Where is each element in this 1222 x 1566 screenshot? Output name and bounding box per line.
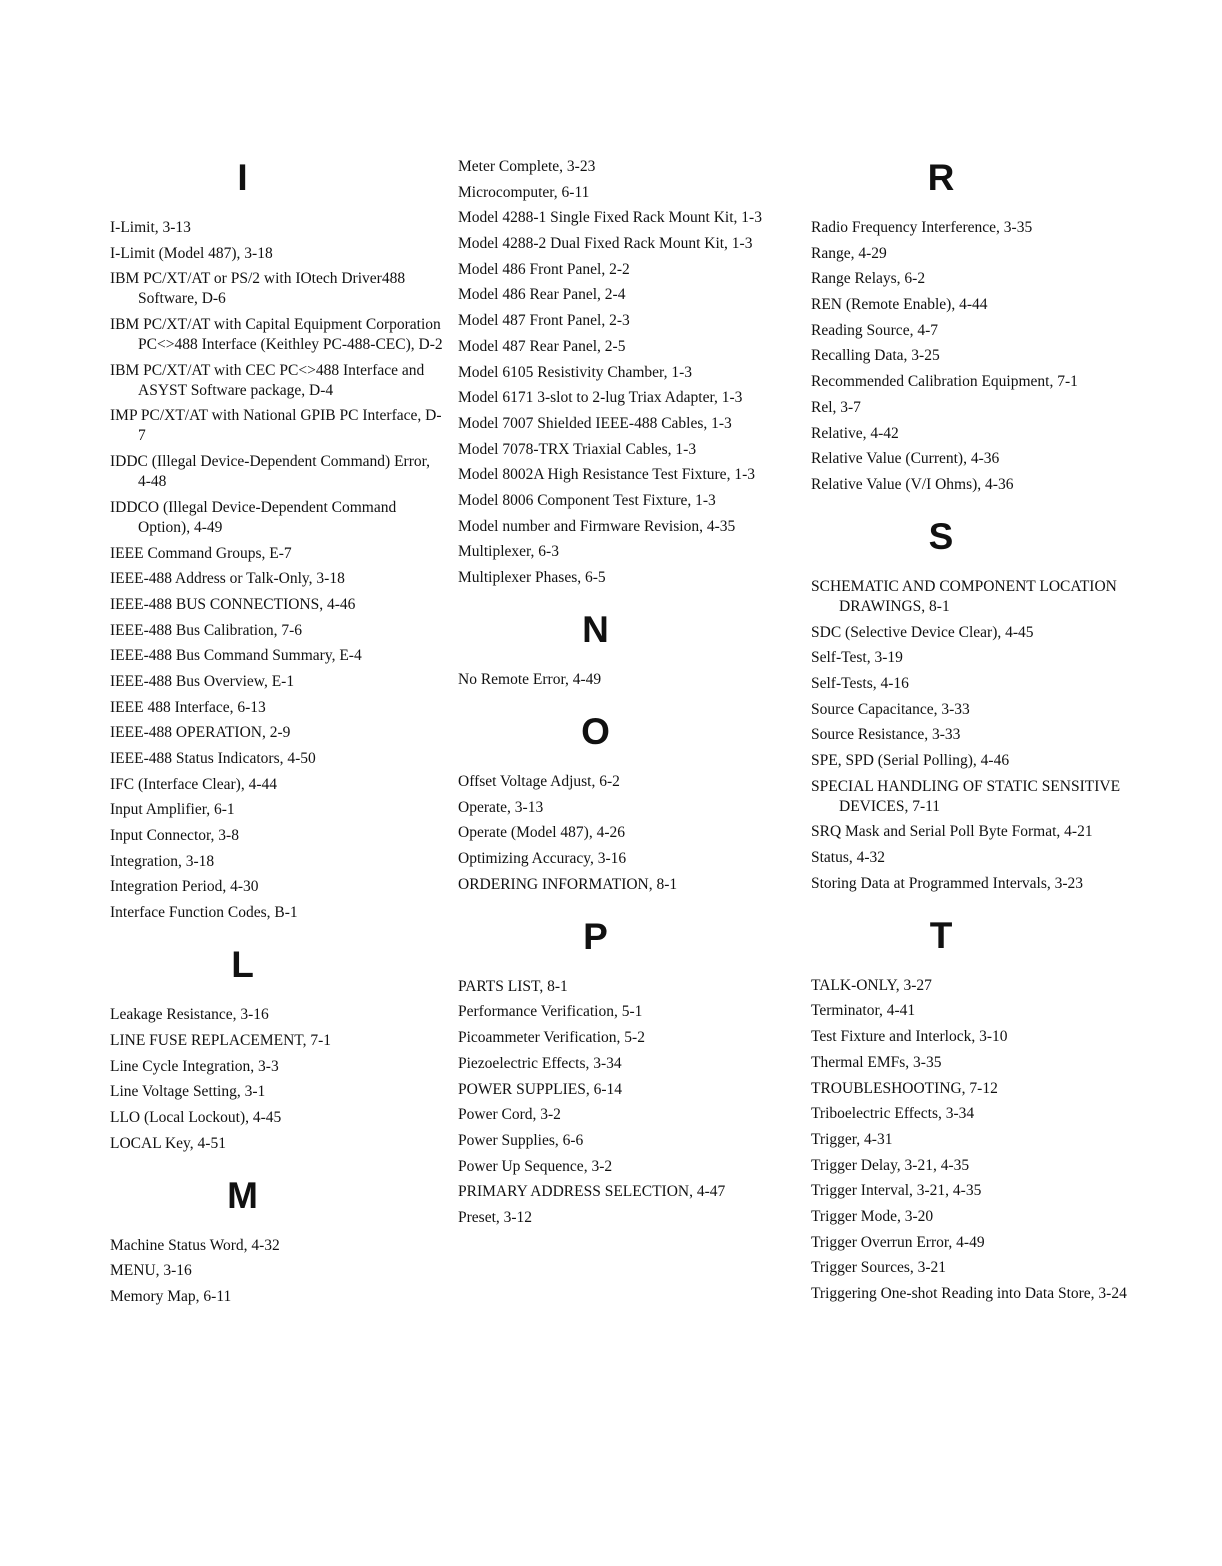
index-entry: Interface Function Codes, B-1: [110, 904, 298, 922]
index-entry: Input Connector, 3-8: [110, 827, 239, 845]
index-entry: IBM PC/XT/AT or PS/2 with IOtech Driver488 Software, D-6: [110, 270, 406, 308]
index-entry: TALK-ONLY, 3-27: [811, 976, 932, 994]
index-entry: IEEE 488 Interface, 6-13: [110, 698, 266, 716]
index-entry: IEEE Command Groups, E-7: [110, 544, 292, 562]
index-entry: Model number and Firmware Revision, 4-35: [458, 517, 736, 535]
index-entry: Operate, 3-13: [458, 798, 544, 816]
index-entry: Model 487 Rear Panel, 2-5: [458, 337, 626, 355]
index-entry-list: [458, 670, 803, 690]
index-entry: Operate (Model 487), 4-26: [458, 824, 626, 842]
index-entry: LINE FUSE REPLACEMENT, 7-1: [110, 1031, 332, 1049]
index-entry: I-Limit (Model 487), 3-18: [110, 244, 273, 262]
section-letter-heading: M: [227, 1174, 258, 1216]
index-entry: Integration, 3-18: [110, 852, 215, 870]
index-entry: Test Fixture and Interlock, 3-10: [811, 1028, 1008, 1046]
index-entry: Offset Voltage Adjust, 6-2: [458, 773, 620, 790]
index-entry: IEEE-488 Status Indicators, 4-50: [110, 750, 316, 767]
index-entry: Line Cycle Integration, 3-3: [110, 1057, 279, 1075]
index-entry: Thermal EMFs, 3-35: [811, 1053, 942, 1071]
index-column-2: [458, 150, 803, 1250]
index-entry: Model 8006 Component Test Fixture, 1-3: [458, 491, 716, 509]
index-entry: POWER SUPPLIES, 6-14: [458, 1080, 623, 1098]
index-entry: I-Limit, 3-13: [110, 219, 191, 236]
index-entry: Piezoelectric Effects, 3-34: [458, 1054, 622, 1072]
index-entry: MENU, 3-16: [110, 1262, 192, 1280]
index-entry-list: [458, 157, 803, 588]
index-entry: IEEE-488 OPERATION, 2-9: [110, 724, 291, 742]
section-letter-heading: R: [927, 157, 955, 198]
index-entry: Relative, 4-42: [811, 424, 899, 442]
index-entry: Trigger Overrun Error, 4-49: [811, 1233, 985, 1251]
index-entry-list: [110, 1236, 445, 1307]
index-entry-list: [811, 976, 1141, 1304]
index-entry-list: [811, 218, 1141, 495]
index-section-i: [110, 158, 445, 923]
index-entry: Model 4288-2 Dual Fixed Rack Mount Kit, 1-3: [458, 235, 753, 253]
index-entry: REN (Remote Enable), 4-44: [811, 296, 988, 314]
index-entry: Power Supplies, 6-6: [458, 1131, 584, 1149]
index-section-r: [811, 158, 1141, 495]
index-entry: Reading Source, 4-7: [811, 321, 938, 339]
index-entry: Relative Value (V/I Ohms), 4-36: [811, 475, 1014, 493]
index-entry: Model 7007 Shielded IEEE-488 Cables, 1-3: [458, 414, 732, 432]
index-section-l: [110, 945, 445, 1153]
index-entry: Source Capacitance, 3-33: [811, 700, 970, 718]
index-entry: Performance Verification, 5-1: [458, 1003, 643, 1021]
index-entry: IEEE-488 Bus Overview, E-1: [110, 672, 295, 690]
index-entry: PARTS LIST, 8-1: [458, 977, 568, 995]
index-entry: SPE, SPD (Serial Polling), 4-46: [811, 752, 1010, 769]
index-entry: Terminator, 4-41: [811, 1002, 916, 1020]
index-entry: Triboelectric Effects, 3-34: [811, 1105, 975, 1123]
index-entry: Model 8002A High Resistance Test Fixture, 1-3: [458, 466, 755, 484]
index-entry: IMP PC/XT/AT with National GPIB PC Interface, D-7: [110, 407, 442, 445]
index-entry: IEEE-488 BUS CONNECTIONS, 4-46: [110, 595, 356, 613]
index-entry: IBM PC/XT/AT with CEC PC<>488 Interface and ASYST Software package, D-4: [110, 361, 425, 399]
index-entry: SPECIAL HANDLING OF STATIC SENSITIVE DEVICES, 7-11: [811, 777, 1121, 815]
index-entry: Meter Complete, 3-23: [458, 158, 596, 175]
index-entry: Trigger Sources, 3-21: [811, 1259, 947, 1277]
index-entry: Model 6171 3-slot to 2-lug Triax Adapter, 1-3: [458, 389, 743, 407]
index-entry: Leakage Resistance, 3-16: [110, 1006, 269, 1024]
index-entry: Integration Period, 4-30: [110, 878, 259, 896]
index-entry: Trigger, 4-31: [811, 1130, 893, 1148]
section-letter-heading: N: [582, 609, 609, 650]
index-section-n: [458, 610, 803, 690]
index-entry: Triggering One-shot Reading into Data Store, 3-24: [811, 1285, 1127, 1302]
index-entry: Model 7078-TRX Triaxial Cables, 1-3: [458, 440, 697, 458]
index-entry: IEEE-488 Address or Talk-Only, 3-18: [110, 570, 345, 588]
section-letter-heading: T: [929, 914, 953, 956]
index-entry: Radio Frequency Interference, 3-35: [811, 219, 1033, 236]
index-entry: Relative Value (Current), 4-36: [811, 450, 1000, 468]
index-entry: TROUBLESHOOTING, 7-12: [811, 1079, 998, 1097]
index-entry-list: [458, 772, 803, 895]
index-entry: SCHEMATIC AND COMPONENT LOCATION DRAWINGS, 8-1: [811, 577, 1117, 615]
index-entry: ORDERING INFORMATION, 8-1: [458, 875, 678, 893]
index-section-s: [811, 517, 1141, 894]
index-entry: Memory Map, 6-11: [110, 1287, 232, 1305]
index-entry: Power Cord, 3-2: [458, 1106, 561, 1124]
index-entry: Input Amplifier, 6-1: [110, 801, 235, 819]
index-entry: PRIMARY ADDRESS SELECTION, 4-47: [458, 1183, 726, 1201]
section-letter-heading: O: [581, 711, 610, 752]
index-entry: IEEE-488 Bus Calibration, 7-6: [110, 621, 302, 639]
index-entry: Source Resistance, 3-33: [811, 726, 961, 744]
index-entry: Model 486 Front Panel, 2-2: [458, 260, 630, 278]
index-entry: Trigger Interval, 3-21, 4-35: [811, 1182, 982, 1200]
index-entry: Model 6105 Resistivity Chamber, 1-3: [458, 363, 693, 381]
index-entry-list: [458, 977, 803, 1228]
index-entry: SRQ Mask and Serial Poll Byte Format, 4-21: [811, 823, 1093, 841]
index-entry-list: [811, 577, 1141, 894]
index-entry: No Remote Error, 4-49: [458, 671, 602, 688]
index-entry: Multiplexer, 6-3: [458, 543, 559, 561]
index-entry: Trigger Delay, 3-21, 4-35: [811, 1156, 970, 1174]
index-entry: Picoammeter Verification, 5-2: [458, 1029, 645, 1047]
index-entry: Preset, 3-12: [458, 1208, 533, 1226]
index-section-p: [458, 917, 803, 1228]
section-letter-heading: L: [231, 944, 254, 986]
index-entry-list: [110, 218, 445, 923]
index-entry: Self-Tests, 4-16: [811, 674, 909, 692]
index-entry: Model 4288-1 Single Fixed Rack Mount Kit, 1-3: [458, 209, 762, 227]
index-entry: Machine Status Word, 4-32: [110, 1236, 280, 1254]
index-entry: IFC (Interface Clear), 4-44: [110, 775, 277, 793]
index-entry: SDC (Selective Device Clear), 4-45: [811, 623, 1034, 641]
index-entry: Status, 4-32: [811, 849, 886, 867]
index-entry-list: [110, 1005, 445, 1153]
index-section-m: [110, 1176, 445, 1307]
index-entry: Power Up Sequence, 3-2: [458, 1157, 613, 1175]
index-entry: Storing Data at Programmed Intervals, 3-23: [811, 874, 1084, 892]
index-entry: Trigger Mode, 3-20: [811, 1207, 934, 1225]
index-section-o: [458, 712, 803, 895]
index-entry: Model 487 Front Panel, 2-3: [458, 312, 630, 330]
index-entry: Range Relays, 6-2: [811, 270, 926, 288]
index-entry: IBM PC/XT/AT with Capital Equipment Corporation PC<>488 Interface (Keithley PC-488-CEC), D-2: [110, 316, 443, 354]
index-entry: Self-Test, 3-19: [811, 649, 903, 667]
section-letter-heading: I: [237, 157, 248, 198]
index-entry: IDDCO (Illegal Device-Dependent Command Option), 4-49: [110, 498, 397, 536]
index-entry: IDDC (Illegal Device-Dependent Command) Error, 4-48: [110, 453, 431, 491]
section-letter-heading: P: [583, 915, 608, 957]
index-entry: Multiplexer Phases, 6-5: [458, 569, 606, 586]
index-entry: Optimizing Accuracy, 3-16: [458, 850, 627, 868]
index-section-t: [811, 916, 1141, 1304]
index-entry: Line Voltage Setting, 3-1: [110, 1083, 266, 1101]
index-entry: IEEE-488 Bus Command Summary, E-4: [110, 647, 362, 665]
index-entry: Range, 4-29: [811, 244, 887, 262]
index-section-continued: [458, 157, 803, 588]
index-entry: Recalling Data, 3-25: [811, 347, 940, 365]
index-entry: Rel, 3-7: [811, 398, 861, 416]
index-entry: LOCAL Key, 4-51: [110, 1134, 226, 1152]
index-entry: Recommended Calibration Equipment, 7-1: [811, 373, 1078, 391]
index-entry: Microcomputer, 6-11: [458, 183, 590, 201]
index-column-1: [110, 150, 445, 1329]
index-column-3: [811, 150, 1141, 1326]
section-letter-heading: S: [928, 515, 954, 557]
index-entry: LLO (Local Lockout), 4-45: [110, 1108, 282, 1126]
index-entry: Model 486 Rear Panel, 2-4: [458, 286, 626, 304]
